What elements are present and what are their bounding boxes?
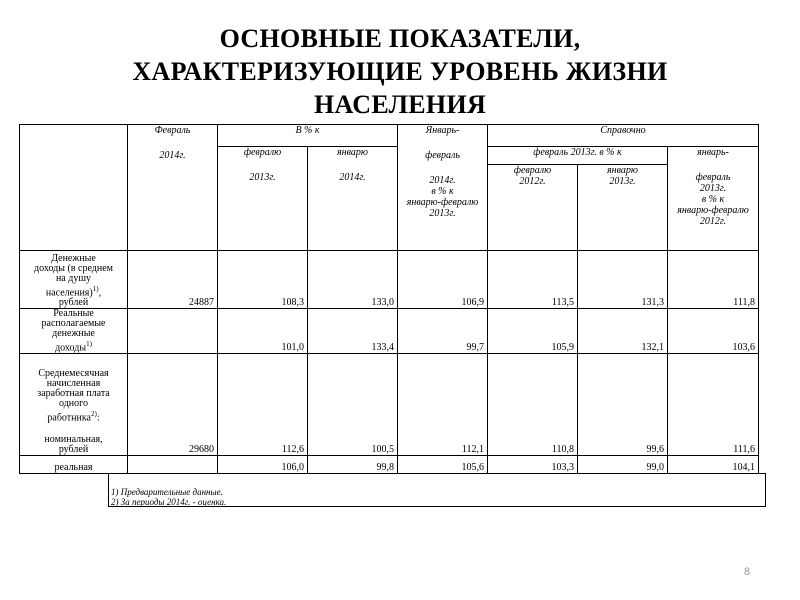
table-cell: 24887 [128, 251, 218, 309]
header-ref-to-jan-2013: январю 2013г. [578, 165, 668, 251]
table-cell: 111,6 [668, 354, 759, 456]
footnotes-box [108, 473, 766, 507]
table-cell: 113,5 [488, 251, 578, 309]
table-cell [128, 309, 218, 354]
page-number: 8 [744, 566, 751, 578]
header-ref-to-feb-2012: февралю 2012г. [488, 165, 578, 251]
table-row [20, 354, 759, 456]
footnote-1: 1) Предварительные данные. [111, 487, 223, 497]
slide-title-line-3: НАСЕЛЕНИЯ [313, 90, 487, 119]
header-to-jan-2014: январю 2014г. [308, 147, 398, 251]
header-blank-cell [20, 125, 128, 251]
row-label-average-wage: Среднемесячная начисленная заработная плата одного работника$^{2)}$: номинальная, рублей [20, 354, 128, 456]
row-label-real-wage: реальная [20, 456, 128, 474]
table-cell: 112,6 [218, 354, 308, 456]
table-cell [128, 456, 218, 474]
table-cell: 111,8 [668, 251, 759, 309]
indicators-table [19, 124, 759, 474]
table-cell: 100,5 [308, 354, 398, 456]
header-ref-janfeb-2013: январь- февраль 2013г. в % к январю-февралю 2012г. [668, 147, 759, 251]
table-row [20, 251, 759, 309]
table-cell: 133,4 [308, 309, 398, 354]
table-cell: 104,1 [668, 456, 759, 474]
table-cell: 106,9 [398, 251, 488, 309]
slide-title-line-2: ХАРАКТЕРИЗУЮЩИЕ УРОВЕНЬ ЖИЗНИ [132, 57, 668, 86]
table-cell: 105,9 [488, 309, 578, 354]
row-label-money-income: Денежные доходы (в среднем на душу населения)$^{1)}$, рублей [20, 251, 128, 309]
table-cell: 133,0 [308, 251, 398, 309]
table-cell: 99,8 [308, 456, 398, 474]
row-label-real-disposable-income: Реальные располагаемые денежные доходы$^{1)}$ [20, 309, 128, 354]
header-feb-2014: Февраль 2014г. [128, 125, 218, 251]
header-to-feb-2013: февралю 2013г. [218, 147, 308, 251]
header-ref-feb-2013: февраль 2013г. в % к [488, 147, 668, 165]
table-cell: 110,8 [488, 354, 578, 456]
table-cell: 132,1 [578, 309, 668, 354]
table-cell: 106,0 [218, 456, 308, 474]
table-cell: 103,3 [488, 456, 578, 474]
footnote-2: 2) За периоды 2014г. - оценка. [111, 497, 227, 507]
table-row [20, 456, 759, 474]
table-cell: 101,0 [218, 309, 308, 354]
table-cell: 112,1 [398, 354, 488, 456]
slide-title-line-1: ОСНОВНЫЕ ПОКАЗАТЕЛИ, [219, 24, 581, 53]
table-cell: 99,0 [578, 456, 668, 474]
header-pct-to: В % к [218, 125, 398, 147]
table-cell: 108,3 [218, 251, 308, 309]
table-cell: 99,6 [578, 354, 668, 456]
slide-title [0, 22, 800, 121]
table-cell: 103,6 [668, 309, 759, 354]
header-reference: Справочно [488, 125, 759, 147]
table-cell: 131,3 [578, 251, 668, 309]
table-cell: 105,6 [398, 456, 488, 474]
header-janfeb-2014: Январь- февраль 2014г. в % к январю-февралю 2013г. [398, 125, 488, 251]
table-cell: 99,7 [398, 309, 488, 354]
table-cell: 29680 [128, 354, 218, 456]
table-row [20, 309, 759, 354]
